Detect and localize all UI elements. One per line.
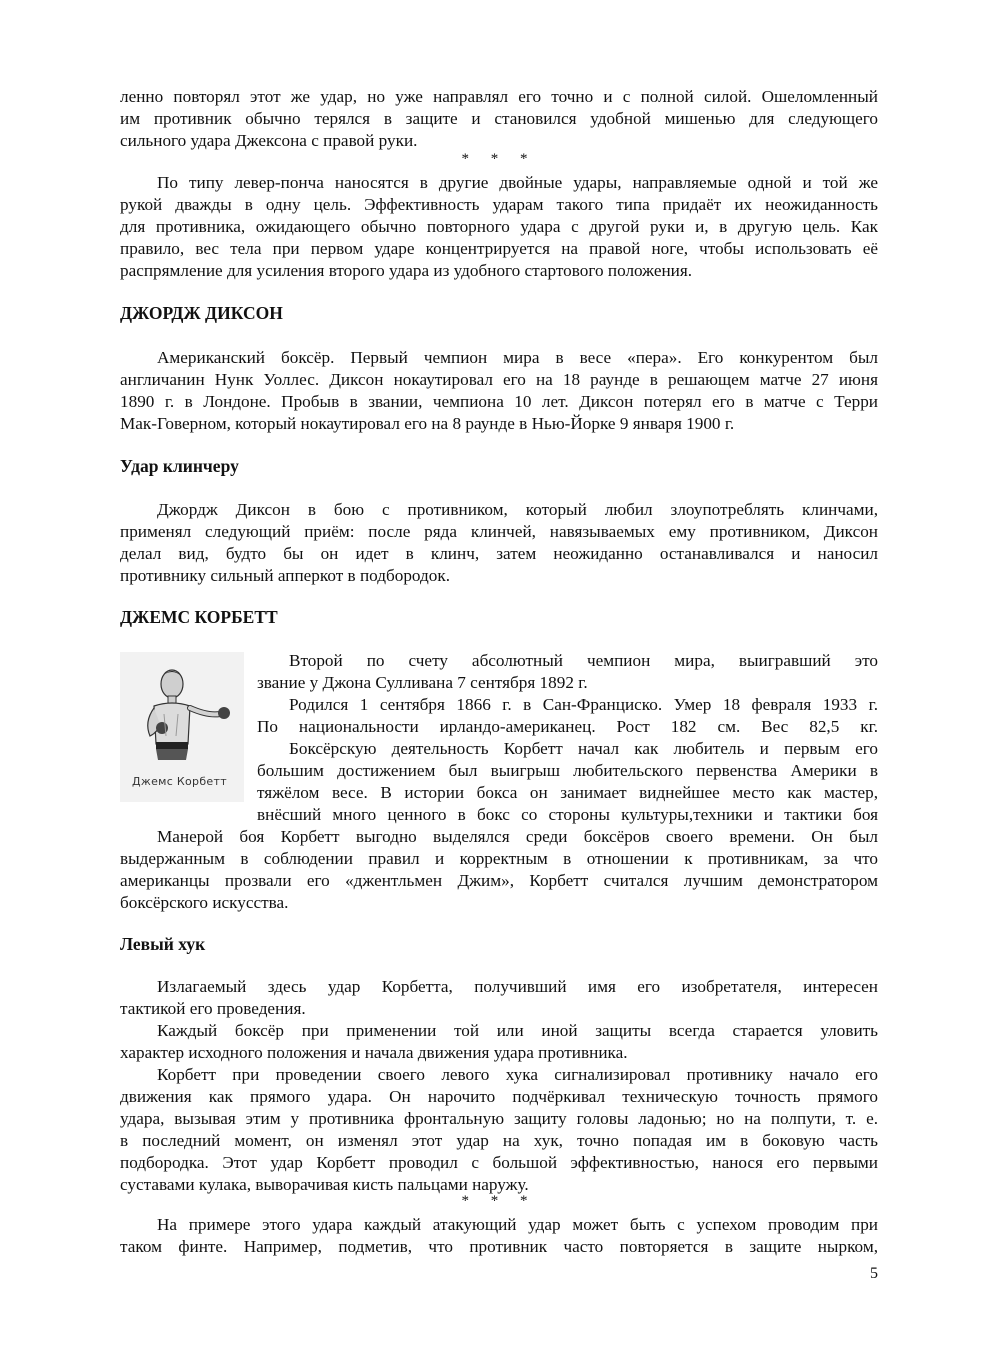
text-line: На примере этого удара каждый атакующий удар может быть с успехом проводим при bbox=[157, 1215, 878, 1234]
text-line: англичанин Нунк Уоллес. Диксон нокаутировал его на 18 раунде в решающем матче 27 июня bbox=[120, 370, 878, 389]
text-line: для противника, ожидающего обычно повторного удара с другой руки и, в другую цель. Как bbox=[120, 217, 878, 236]
text-line: Боксёрскую деятельность Корбетт начал как любитель и первым его bbox=[289, 739, 878, 758]
text-line: делал вид, будто бы он идет в клинч, затем неожиданно останавливался и наносил bbox=[120, 544, 878, 563]
text-line: Каждый боксёр при применении той или иной защиты всегда старается уловить bbox=[157, 1021, 878, 1040]
text-line: подбородка. Этот удар Корбетт проводил с большой эффективностью, нанося его первыми bbox=[120, 1153, 878, 1172]
text-line: движения как прямого удара. Он нарочито подчёркивал техническую точность прямого bbox=[120, 1087, 878, 1106]
section-divider: * * * bbox=[461, 1193, 537, 1209]
text-line: им противник обычно терялся в защите и становился удобной мишенью для следующего bbox=[120, 109, 878, 128]
text-line: внёсший много ценного в бокс со стороны культуры,техники и тактики боя bbox=[257, 805, 878, 824]
page-number: 5 bbox=[870, 1265, 878, 1282]
text-line: рукой дважды в одну цель. Эффективность ударам такого типа придаёт их неожиданность bbox=[120, 195, 878, 214]
text-line: ленно повторял этот же удар, но уже направлял его точно и с полной силой. Ошеломленный bbox=[120, 87, 878, 106]
text-line: По национальности ирландо-американец. Рост 182 см. Вес 82,5 кг. bbox=[257, 717, 878, 736]
text-line: суставами кулака, выворачивая кисть пальцами наружу. bbox=[120, 1175, 529, 1194]
subheading-clinch-punch: Удар клинчеру bbox=[120, 456, 239, 476]
portrait-caption: Джемс Корбетт bbox=[132, 775, 227, 788]
text-line: сильного удара Джексона с правой руки. bbox=[120, 131, 418, 150]
corbett-portrait-image bbox=[120, 652, 244, 802]
text-line: характер исходного положения и начала движения удара противника. bbox=[120, 1043, 628, 1062]
text-line: распрямление для усиления второго удара из удобного стартового положения. bbox=[120, 261, 693, 280]
text-line: применял следующий приём: после ряда клинчей, навязываемых ему противником, Диксон bbox=[120, 522, 878, 541]
text-line: большим достижением был выигрыш любительского первенства Америки в bbox=[257, 761, 878, 780]
text-line: Родился 1 сентября 1866 г. в Сан-Франциско. Умер 18 февраля 1933 г. bbox=[289, 695, 878, 714]
text-line: 1890 г. в Лондоне. Пробыв в звании, чемпиона 10 лет. Диксон потерял его в матче с Терри bbox=[120, 392, 878, 411]
text-line: Второй по счету абсолютный чемпион мира, выигравший это bbox=[289, 651, 878, 670]
text-line: американцы прозвали его «джентльмен Джим», Корбетт считался лучшим демонстратором bbox=[120, 871, 878, 890]
text-line: Корбетт при проведении своего левого хука сигнализировал противнику начало его bbox=[157, 1065, 878, 1084]
text-line: Излагаемый здесь удар Корбетта, получивший имя его изобретателя, интересен bbox=[157, 977, 878, 996]
text-line: удара, вызывая этим у противника фронтальную защиту головы ладонью; но на полпути, т. е. bbox=[120, 1109, 878, 1128]
text-line: По типу левер-понча наносятся в другие двойные удары, направляемые одной и той же bbox=[157, 173, 878, 192]
text-line: боксёрского искусства. bbox=[120, 893, 289, 912]
text-line: Американский боксёр. Первый чемпион мира в весе «пера». Его конкурентом был bbox=[157, 348, 878, 367]
text-line: Мак-Говерном, который нокаутировал его на 8 раунде в Нью-Йорке 9 января 1900 г. bbox=[120, 414, 735, 433]
text-line: Джордж Диксон в бою с противником, который любил злоупотреблять клинчами, bbox=[157, 500, 878, 519]
section-heading-dixon: ДЖОРДЖ ДИКСОН bbox=[120, 303, 283, 323]
section-divider: * * * bbox=[461, 151, 537, 167]
text-line: таком финте. Например, подметив, что противник часто повторяется в защите нырком, bbox=[120, 1237, 878, 1256]
section-heading-corbett: ДЖЕМС КОРБЕТТ bbox=[120, 607, 278, 627]
text-line: правило, вес тела при первом ударе концентрируется на правой ноге, чтобы использовать её bbox=[120, 239, 878, 258]
text-line: противнику сильный апперкот в подбородок. bbox=[120, 566, 451, 585]
text-line: в последний момент, он изменял этот удар на хук, точно попадая им в боковую часть bbox=[120, 1131, 878, 1150]
text-line: тактикой его проведения. bbox=[120, 999, 306, 1018]
subheading-left-hook: Левый хук bbox=[120, 934, 206, 954]
text-line: звание у Джона Сулливана 7 сентября 1892 г. bbox=[257, 673, 588, 692]
text-line: выдержанным в соблюдении правил и корректным в отношении к противникам, за что bbox=[120, 849, 878, 868]
text-line: Манерой боя Корбетт выгодно выделялся среди боксёров своего времени. Он был bbox=[157, 827, 878, 846]
text-line: тяжёлом весе. В истории бокса он занимает виднейшее место как мастер, bbox=[257, 783, 878, 802]
